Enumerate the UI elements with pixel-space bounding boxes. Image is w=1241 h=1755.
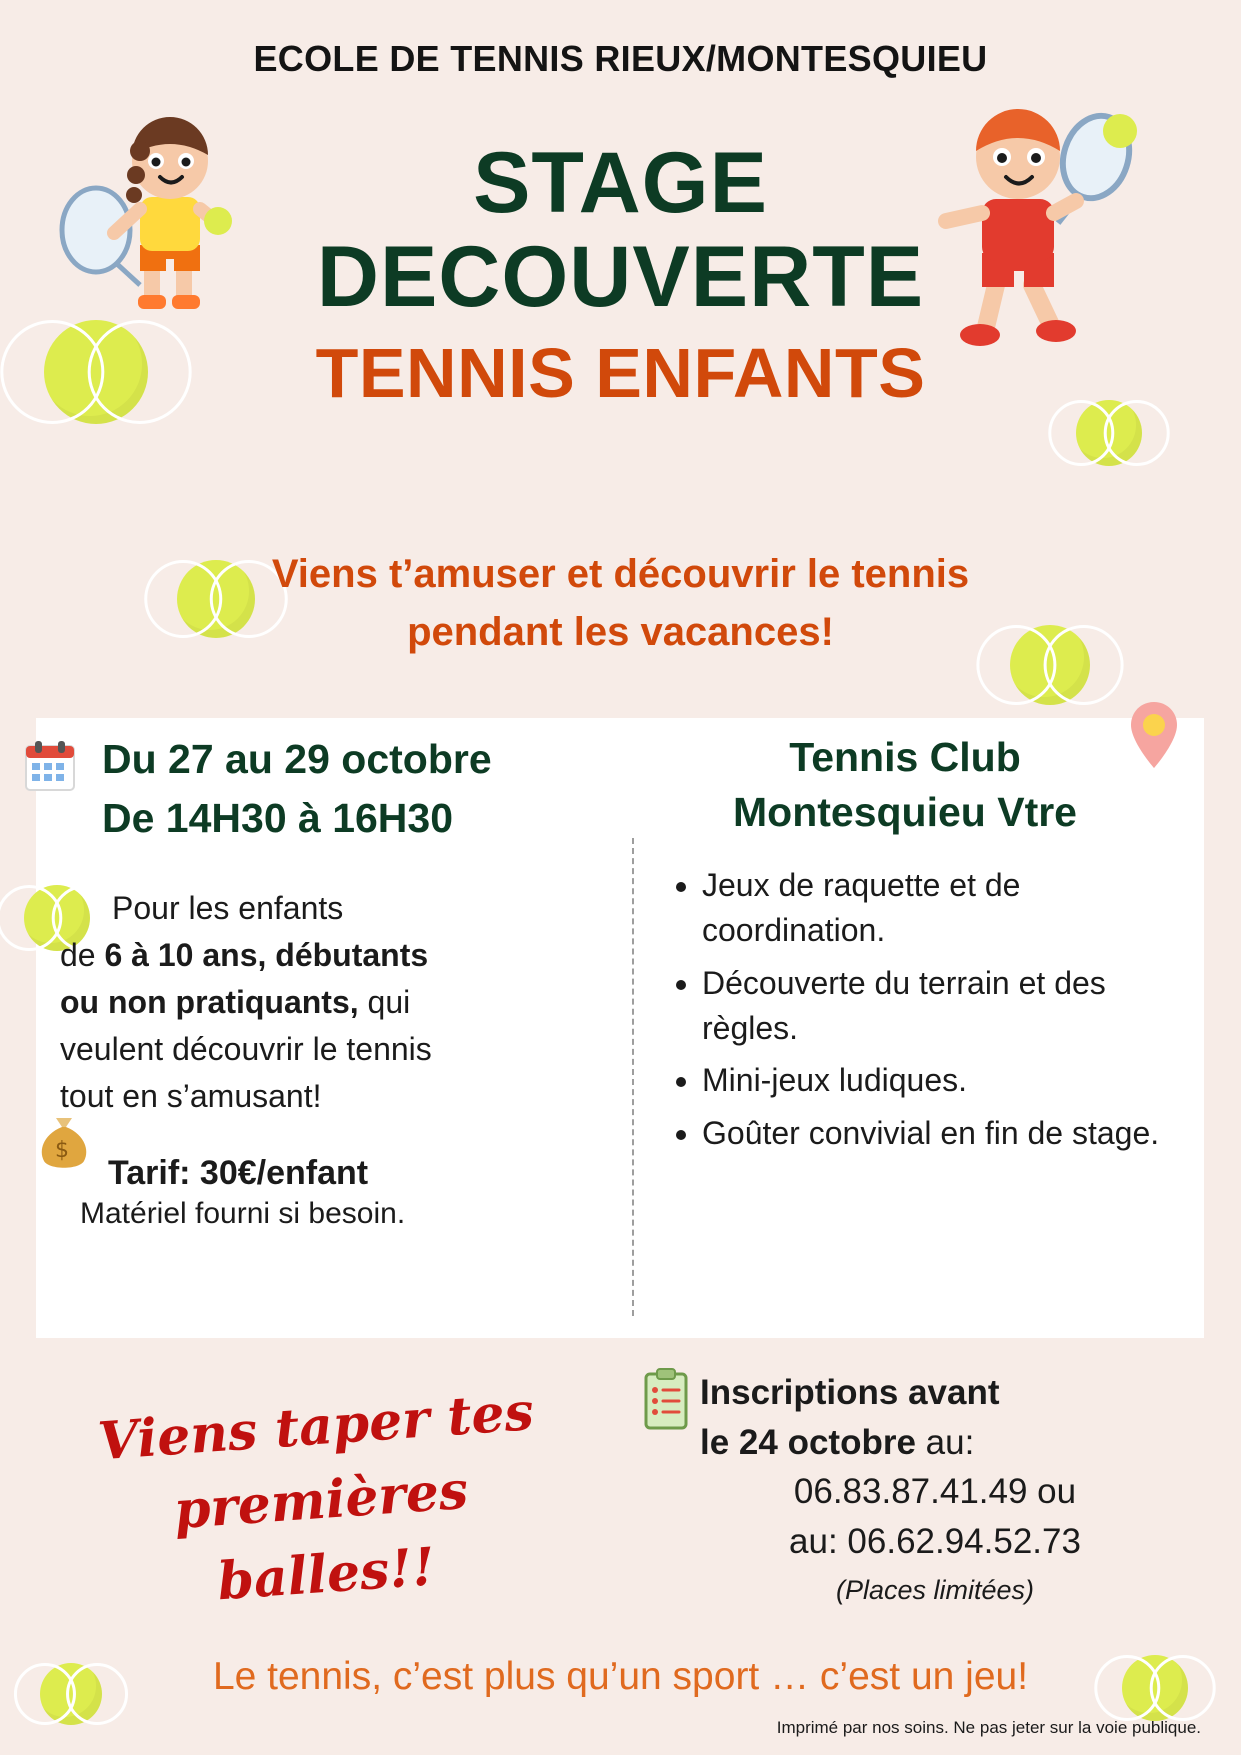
slogan-line-2: premières balles!!: [171, 1459, 470, 1612]
main-title: [0, 135, 1241, 412]
title-line-3: TENNIS ENFANTS: [315, 334, 926, 412]
tennis-ball-icon: [1076, 400, 1142, 466]
description-line-3-suffix: qui: [358, 983, 411, 1020]
phone-1: 06.83.87.41.49 ou: [793, 1472, 1077, 1512]
registration-deadline: le 24 octobre: [700, 1422, 916, 1462]
dates-line-1: Du 27 au 29 octobre: [102, 736, 492, 782]
registration-pre: Inscriptions avant: [700, 1373, 1000, 1412]
club-column: [660, 730, 1180, 1163]
title-line-1: STAGE: [473, 135, 768, 231]
phone-2: au: 06.62.94.52.73: [789, 1522, 1081, 1562]
club-name: [660, 730, 1180, 841]
description-line-5: tout en s’amusant!: [60, 1078, 322, 1114]
description-bold-1: 6 à 10 ans, débutants: [104, 936, 429, 973]
dates: [102, 730, 615, 849]
schedule-column: [60, 730, 615, 1231]
club-line-2: Montesquieu Vtre: [733, 789, 1077, 836]
description-line-1: Pour les enfants: [112, 889, 344, 926]
subtitle: [0, 545, 1241, 661]
list-item: • Découverte du terrain et des règles.: [702, 961, 1180, 1052]
price-note: Matériel fourni si besoin.: [80, 1197, 406, 1231]
activities-list: [660, 863, 1180, 1157]
description-line-4: veulent découvrir le tennis: [60, 1030, 432, 1067]
subtitle-line-1: Viens t’amuser et découvrir le tennis: [271, 552, 970, 596]
call-to-action-slogan: [49, 1372, 593, 1630]
price: Tarif: 30€/enfant: [108, 1154, 369, 1193]
svg-text:$: $: [55, 1138, 69, 1163]
subtitle-line-2: pendant les vacances!: [407, 610, 834, 654]
places-limited-note: (Places limitées): [835, 1574, 1035, 1605]
slogan-line-1: Viens taper tes: [95, 1381, 536, 1473]
footer-note: Imprimé par nos soins. Ne pas jeter sur la voie publique.: [776, 1718, 1201, 1737]
list-item: • Jeux de raquette et de coordination.: [702, 863, 1180, 954]
description-line-2-prefix: de: [60, 936, 105, 973]
title-line-2: DECOUVERTE: [316, 229, 925, 325]
footer-slogan: Le tennis, c’est plus qu’un sport … c’est un jeu!: [212, 1655, 1029, 1698]
clipboard-icon: [640, 1368, 692, 1432]
list-item: • Mini-jeux ludiques.: [702, 1058, 1180, 1103]
registration-info: [700, 1368, 1170, 1609]
club-line-1: Tennis Club: [789, 734, 1021, 780]
dates-line-2: De 14H30 à 16H30: [102, 795, 454, 842]
list-item: • Goûter convivial en fin de stage.: [702, 1111, 1180, 1156]
panel-divider: [632, 838, 634, 1316]
description-text: [60, 885, 615, 1120]
description-bold-2: ou non pratiquants,: [60, 983, 359, 1020]
registration-post: au:: [915, 1422, 975, 1462]
school-title: ECOLE DE TENNIS RIEUX/MONTESQUIEU: [253, 38, 988, 79]
